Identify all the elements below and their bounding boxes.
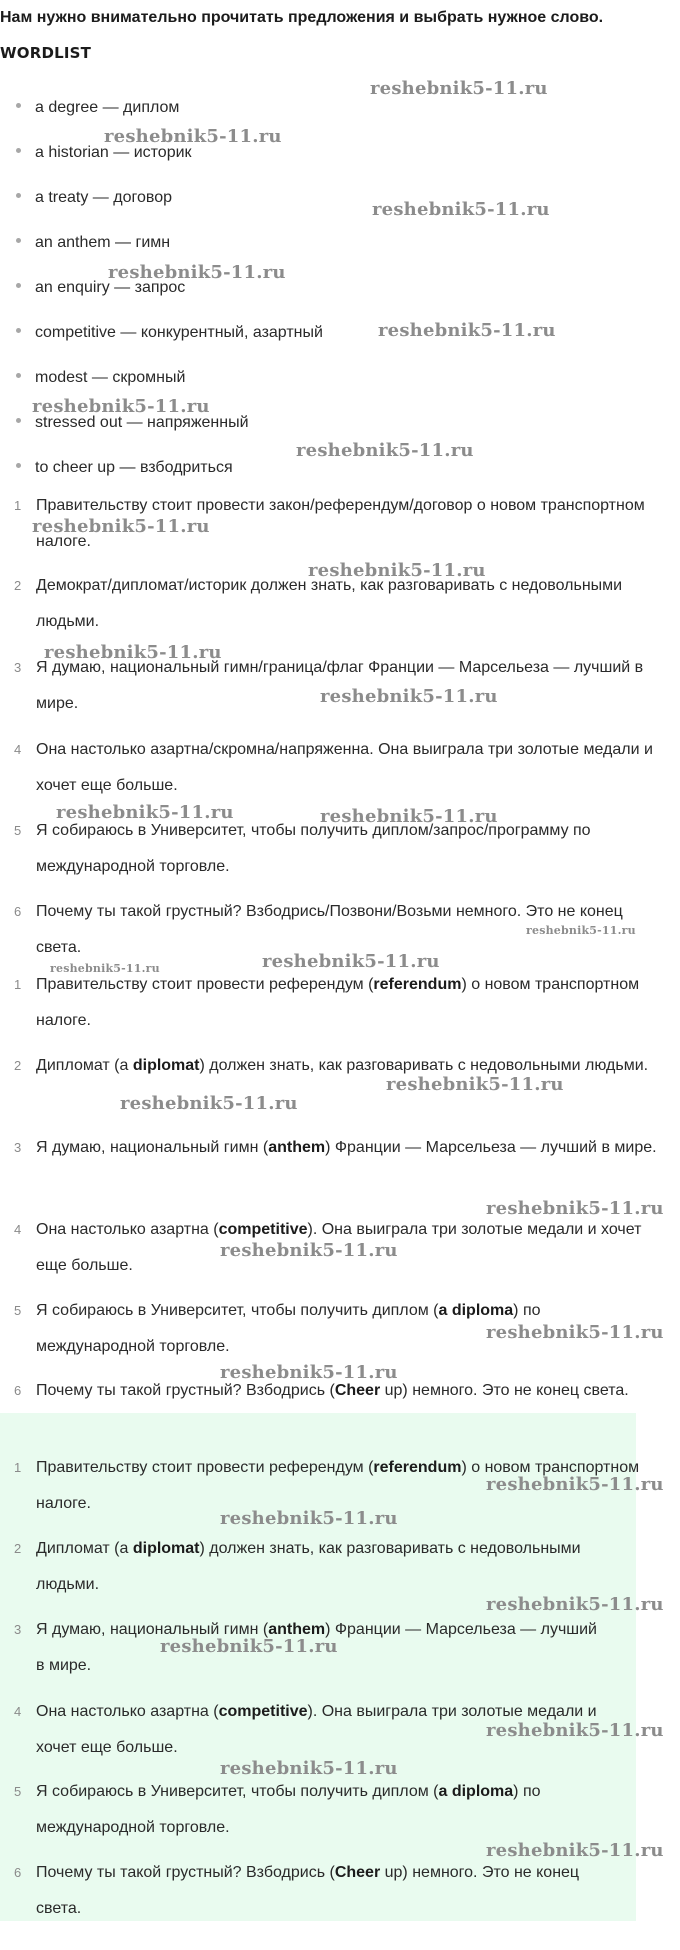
item-number: 5 xyxy=(14,823,22,838)
highlighted-answer-item xyxy=(0,1774,660,1846)
question-item xyxy=(0,732,660,804)
answer-text: Она настолько азартна (competitive). Она выиграла три золотые медали и хочет еще больше. xyxy=(36,1221,642,1274)
watermark: reshebnik5-11.ru xyxy=(160,1636,338,1657)
bullet-icon xyxy=(16,283,21,288)
wordlist-item-text: a treaty — договор xyxy=(35,189,172,206)
watermark: reshebnik5-11.ru xyxy=(486,1594,664,1615)
question-text: Я думаю, национальный гимн/граница/флаг Франции — Марсельеза — лучший в мире. xyxy=(36,659,644,712)
bullet-icon xyxy=(16,148,21,153)
answer-text: Почему ты такой грустный? Взбодрись (Cheer up) немного. Это не конец света. xyxy=(36,1382,629,1399)
answer-text: Я собираюсь в Университет, чтобы получить диплом (a diploma) по международной торговле. xyxy=(36,1783,541,1836)
watermark: reshebnik5-11.ru xyxy=(486,1720,664,1741)
bullet-icon xyxy=(16,418,21,423)
item-number: 5 xyxy=(14,1784,22,1799)
wordlist-item-text: a historian — историк xyxy=(35,144,192,161)
answer-text: Я собираюсь в Университет, чтобы получить диплом (a diploma) по международной торговле. xyxy=(36,1302,541,1355)
watermark: reshebnik5-11.ru xyxy=(486,1840,664,1861)
wordlist-item-text: competitive — конкурентный, азартный xyxy=(35,324,323,341)
question-text: Почему ты такой грустный? Взбодрись/Позвони/Возьми немного. Это не конец света. xyxy=(36,903,623,956)
wordlist-heading: WORDLIST xyxy=(0,44,92,62)
watermark: reshebnik5-11.ru xyxy=(486,1198,664,1219)
watermark: reshebnik5-11.ru xyxy=(32,516,210,537)
wordlist-item-text: an anthem — гимн xyxy=(35,234,171,251)
item-number: 4 xyxy=(14,742,22,757)
question-text: Демократ/дипломат/историк должен знать, как разговаривать с недовольными людьми. xyxy=(36,577,623,630)
wordlist-item xyxy=(16,368,185,388)
item-number: 3 xyxy=(14,660,22,675)
watermark: reshebnik5-11.ru xyxy=(108,262,286,283)
watermark: reshebnik5-11.ru xyxy=(220,1240,398,1261)
bullet-icon xyxy=(16,373,21,378)
watermark: reshebnik5-11.ru xyxy=(372,199,550,220)
item-number: 6 xyxy=(14,1383,22,1398)
question-text: Она настолько азартна/скромна/напряженна. Она выиграла три золотые медали и хочет еще больше. xyxy=(36,741,653,794)
watermark: reshebnik5-11.ru xyxy=(44,642,222,663)
wordlist-item-text: an enquiry — запрос xyxy=(35,279,186,296)
watermark: reshebnik5-11.ru xyxy=(308,560,486,581)
question-text: Правительству стоит провести закон/референдум/договор о новом транспортном налоге. xyxy=(36,497,645,550)
watermark: reshebnik5-11.ru xyxy=(320,806,498,827)
item-number: 3 xyxy=(14,1140,22,1155)
watermark: reshebnik5-11.ru xyxy=(378,320,556,341)
answer-text: Дипломат (a diplomat) должен знать, как разговаривать с недовольными людьми. xyxy=(36,1057,649,1074)
highlighted-answer-item xyxy=(0,1531,660,1603)
wordlist-item-text: stressed out — напряженный xyxy=(35,414,249,431)
instruction-text: Нам нужно внимательно прочитать предложения и выбрать нужное слово. xyxy=(0,9,604,26)
wordlist-item xyxy=(16,323,323,343)
item-number: 3 xyxy=(14,1622,22,1637)
answer-item xyxy=(0,1130,660,1166)
wordlist-item xyxy=(16,458,233,478)
watermark: reshebnik5-11.ru xyxy=(486,1474,664,1495)
item-number: 2 xyxy=(14,1058,22,1073)
bullet-icon xyxy=(16,238,21,243)
item-number: 4 xyxy=(14,1222,22,1237)
watermark: reshebnik5-11.ru xyxy=(120,1093,298,1114)
item-number: 4 xyxy=(14,1704,22,1719)
watermark: reshebnik5-11.ru xyxy=(486,1322,664,1343)
question-text: Я собираюсь в Университет, чтобы получить диплом/запрос/программу по международной торговле. xyxy=(36,822,591,875)
watermark: reshebnik5-11.ru xyxy=(526,924,636,937)
bullet-icon xyxy=(16,103,21,108)
bullet-icon xyxy=(16,328,21,333)
watermark: reshebnik5-11.ru xyxy=(370,78,548,99)
answer-text: Дипломат (a diplomat) должен знать, как разговаривать с недовольными людьми. xyxy=(36,1540,581,1593)
watermark: reshebnik5-11.ru xyxy=(104,126,282,147)
item-number: 6 xyxy=(14,1865,22,1880)
watermark: reshebnik5-11.ru xyxy=(32,396,210,417)
watermark: reshebnik5-11.ru xyxy=(386,1074,564,1095)
item-number: 1 xyxy=(14,1460,22,1475)
answer-text: Она настолько азартна (competitive). Она выиграла три золотые медали и хочет еще больше. xyxy=(36,1703,597,1756)
wordlist-item-text: modest — скромный xyxy=(35,369,186,386)
answer-item xyxy=(0,967,660,1039)
item-number: 2 xyxy=(14,1541,22,1556)
bullet-icon xyxy=(16,463,21,468)
item-number: 6 xyxy=(14,904,22,919)
watermark: reshebnik5-11.ru xyxy=(50,962,160,975)
answer-text: Я думаю, национальный гимн (anthem) Франции — Марсельеза — лучший в мире. xyxy=(36,1139,657,1156)
watermark: reshebnik5-11.ru xyxy=(220,1758,398,1779)
watermark: reshebnik5-11.ru xyxy=(320,686,498,707)
wordlist-item xyxy=(16,188,172,208)
watermark: reshebnik5-11.ru xyxy=(56,802,234,823)
item-number: 5 xyxy=(14,1303,22,1318)
watermark: reshebnik5-11.ru xyxy=(220,1508,398,1529)
wordlist-item-text: a degree — диплом xyxy=(35,99,180,116)
item-number: 1 xyxy=(14,977,22,992)
answer-text: Правительству стоит провести референдум (referendum) о новом транспортном налоге. xyxy=(36,1459,640,1512)
answer-text: Я думаю, национальный гимн (anthem) Франции — Марсельеза — лучший в мире. xyxy=(36,1621,597,1674)
watermark: reshebnik5-11.ru xyxy=(262,951,440,972)
wordlist-item xyxy=(16,233,170,253)
highlighted-answer-item xyxy=(0,1855,660,1927)
answer-text: Почему ты такой грустный? Взбодрись (Cheer up) немного. Это не конец света. xyxy=(36,1864,580,1917)
watermark: reshebnik5-11.ru xyxy=(220,1362,398,1383)
wordlist-item xyxy=(16,98,179,118)
item-number: 1 xyxy=(14,498,22,513)
item-number: 2 xyxy=(14,578,22,593)
bullet-icon xyxy=(16,193,21,198)
answer-text: Правительству стоит провести референдум (referendum) о новом транспортном налоге. xyxy=(36,976,640,1029)
wordlist-item-text: to cheer up — взбодриться xyxy=(35,459,233,476)
watermark: reshebnik5-11.ru xyxy=(296,440,474,461)
